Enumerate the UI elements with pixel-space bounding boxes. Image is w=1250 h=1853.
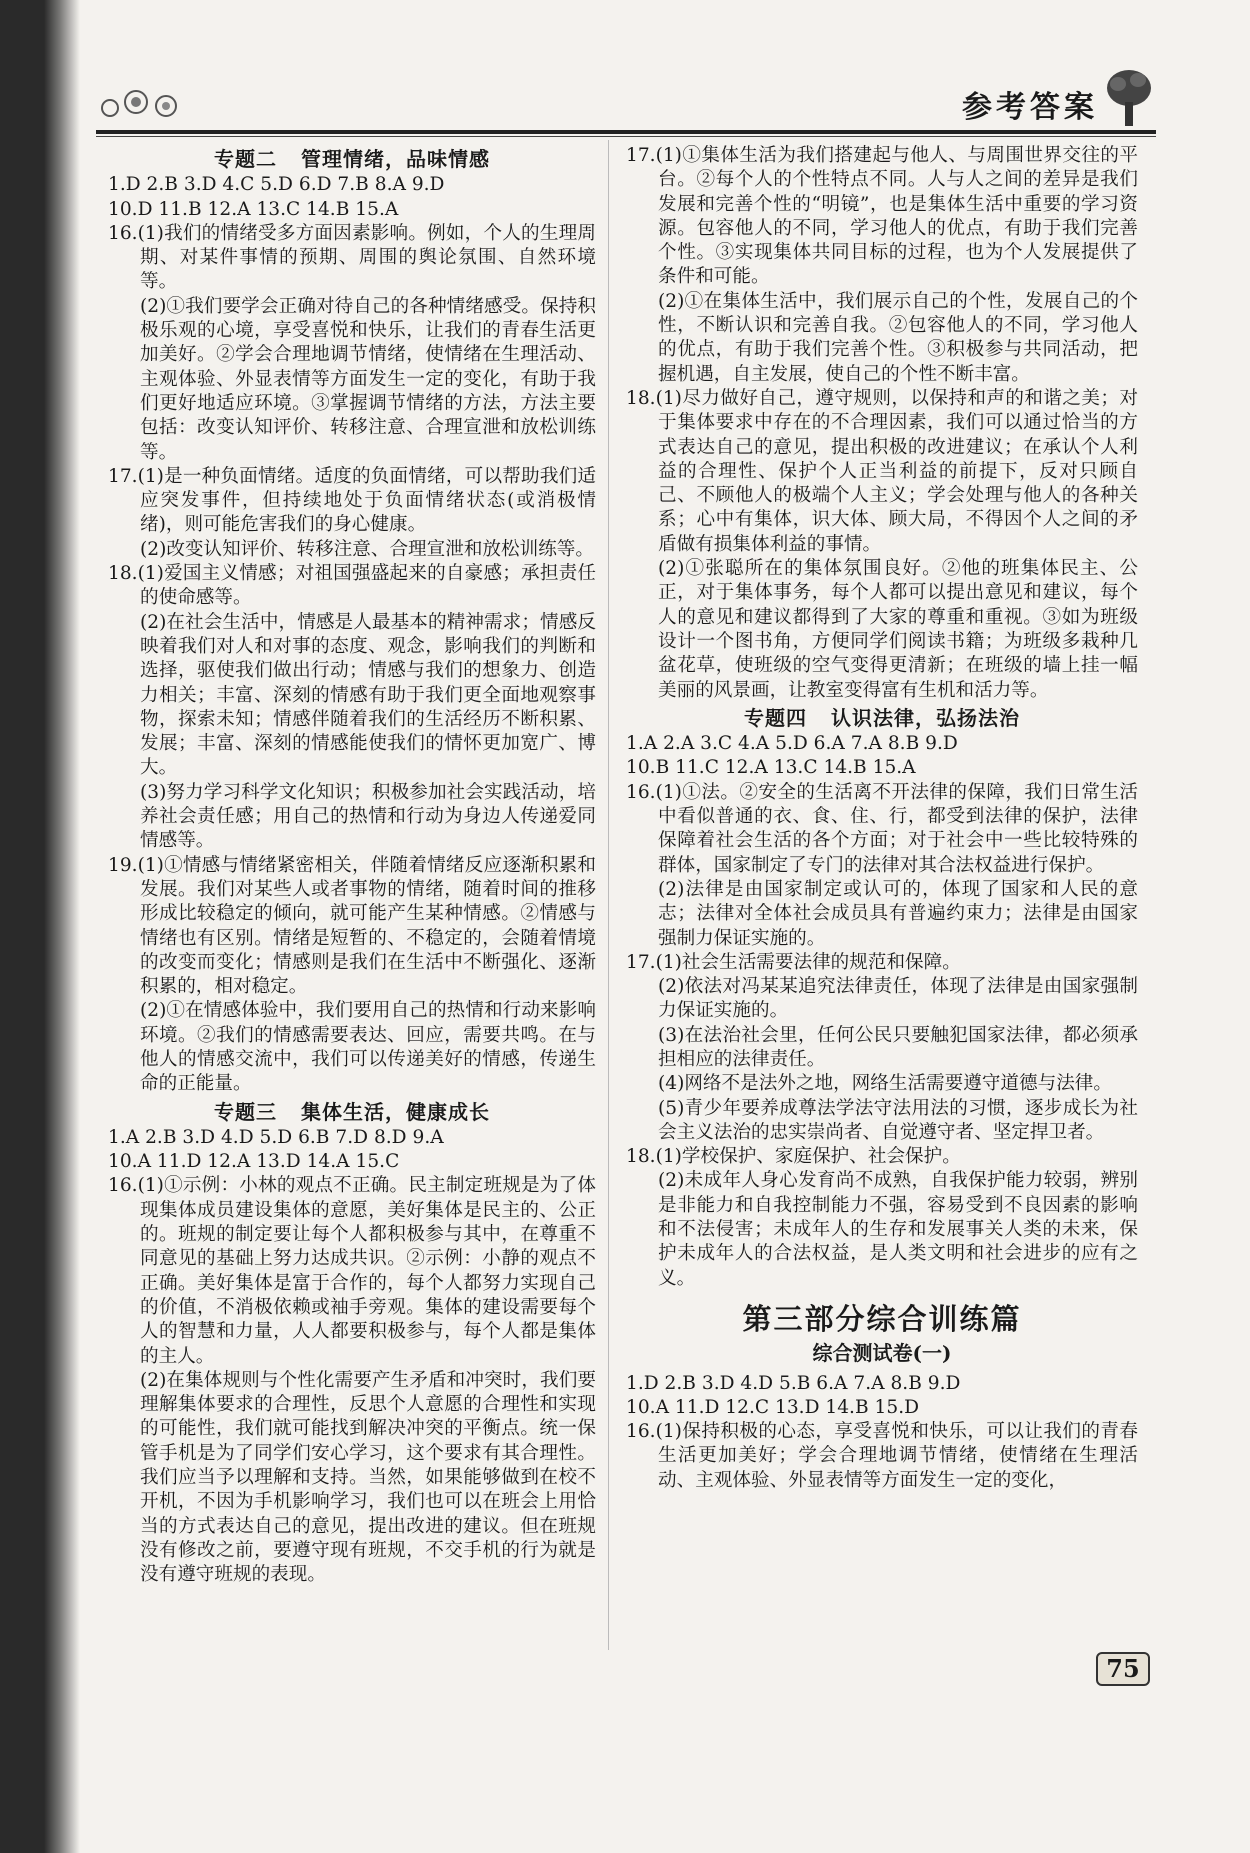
topic3-q18: 18.(1)尽力做好自己，遵守规则，以保持和声的和谐之美；对于集体要求中存在的不合理因素，我们可以通过恰当的方式表达自己的意见，提出积极的改进建议；在承认个人利益的合理性、保护个人正当利益的前提下，反对只顾自己、不顾他人的极端个人主义；学会处理与他人的各种关系；心中有集体，识大体、顾大局，不得因个人之间的矛盾做有损集体利益的事情。 xyxy=(626,387,1138,555)
left-column xyxy=(108,144,596,1588)
test1-title: 综合测试卷(一) xyxy=(812,1341,952,1366)
topic2-q19-part2: (2)①在情感体验中，我们要用自己的热情和行动来影响环境。②我们的情感需要表达、回应，需要共鸣。在与他人的情感交流中，我们可以传递美好的情感，传递生命的正能量。 xyxy=(140,1000,596,1095)
topic4-q17: 17.(1)社会生活需要法律的规范和保障。 xyxy=(626,951,961,973)
topic2-q16-part2: (2)①我们要学会正确对待自己的各种情绪感受。保持积极乐观的心境，享受喜悦和快乐，让我们的青春生活更加美好。②学会合理地调节情绪，使情绪在生理活动、主观体验、外显表情等方面发生一定的变化，有助于我们更好地适应环境。③掌握调节情绪的方法，方法主要包括：改变认知评价、转移注意、合理宣泄和放松训练等。 xyxy=(140,295,596,463)
scan-left-edge xyxy=(0,0,80,1853)
topic2-title: 专题二 管理情绪，品味情感 xyxy=(214,147,490,171)
topic2-mc-line-2: 10.D 11.B 12.A 13.C 14.B 15.A xyxy=(108,198,399,220)
right-column xyxy=(626,144,1138,1493)
topic4-mc-line-2: 10.B 11.C 12.A 13.C 14.B 15.A xyxy=(626,757,916,779)
topic3-mc-line-2: 10.A 11.D 12.A 13.D 14.A 15.C xyxy=(108,1151,400,1173)
topic2-q18-part2: (2)在社会生活中，情感是人最基本的精神需求；情感反映着我们对人和对事的态度、观念，影响我们的判断和选择，驱使我们做出行动；情感与我们的想象力、创造力相关；丰富、深刻的情感有助于我们更全面地观察事物，探索未知；情感伴随着我们的生活经历不断积累、发展；丰富、深刻的情感能使我们的情怀更加宽广、博大。 xyxy=(140,611,596,779)
header-rule xyxy=(96,130,1156,134)
topic3-mc-line-1: 1.A 2.B 3.D 4.D 5.D 6.B 7.D 8.D 9.A xyxy=(108,1126,444,1148)
topic2-mc-line-1: 1.D 2.B 3.D 4.C 5.D 6.D 7.B 8.A 9.D xyxy=(108,174,445,196)
header-rule-thin xyxy=(96,136,1156,137)
topic2-q17-part2: (2)改变认知评价、转移注意、合理宣泄和放松训练等。 xyxy=(140,538,594,560)
topic2-q17: 17.(1)是一种负面情绪。适度的负面情绪，可以帮助我们适应突发事件，但持续地处于负面情绪状态(或消极情绪)，则可能危害我们的身心健康。 xyxy=(108,465,596,536)
topic4-q18: 18.(1)学校保护、家庭保护、社会保护。 xyxy=(626,1146,961,1168)
topic4-q17-part5: (5)青少年要养成尊法学法守法用法的习惯，逐步成长为社会主义法治的忠实崇尚者、自觉遵守者、坚定捍卫者。 xyxy=(658,1097,1138,1143)
topic4-q17-part4: (4)网络不是法外之地，网络生活需要遵守道德与法律。 xyxy=(658,1073,1112,1095)
test1-q16: 16.(1)保持积极的心态，享受喜悦和快乐，可以让我们的青春生活更加美好；学会合理地调节情绪，使情绪在生理活动、主观体验、外显表情等方面发生一定的变化， xyxy=(626,1421,1138,1491)
topic4-q16: 16.(1)①法。②安全的生活离不开法律的保障，我们日常生活中看似普通的衣、食、住、行，都受到法律的保护，法律保障着社会生活的各个方面；对于社会中一些比较特殊的群体，国家制定了专门的法律对其合法权益进行保护。 xyxy=(626,781,1138,876)
topic3-q16-part2: (2)在集体规则与个性化需要产生矛盾和冲突时，我们要理解集体要求的合理性，反思个人意愿的合理性和实现的可能性，我们就可能找到解决冲突的平衡点。统一保管手机是为了同学们安心学习，这个要求有其合理性。我们应当予以理解和支持。当然，如果能够做到在校不开机，不因为手机影响学习，我们也可以在班会上用恰当的方式表达自己的意见，提出改进的建议。但在班规没有修改之前，要遵守现有班规，不交手机的行为就是没有遵守班规的表现。 xyxy=(140,1369,596,1586)
topic2-q18-part3: (3)努力学习科学文化知识；积极参加社会实践活动，培养社会责任感；用自己的热情和行动为身边人传递爱同情感等。 xyxy=(140,781,596,852)
topic4-q16-part2: (2)法律是由国家制定或认可的，体现了国家和人民的意志；法律对全体社会成员具有普遍约束力；法律是由国家强制力保证实施的。 xyxy=(658,878,1138,949)
topic4-q17-part3: (3)在法治社会里，任何公民只要触犯国家法律，都必须承担相应的法律责任。 xyxy=(658,1024,1138,1070)
column-divider xyxy=(608,140,609,1650)
topic3-q17: 17.(1)①集体生活为我们搭建起与他人、与周围世界交往的平台。②每个人的个性特点不同。人与人之间的差异是我们发展和完善个性的“明镜”，也是集体生活中重要的学习资源。包容他人的不同，学习他人的优点，有助于我们完善个性。③实现集体共同目标的过程，也为个人发展提供了条件和可能。 xyxy=(626,145,1138,288)
topic4-q17-part2: (2)依法对冯某某追究法律责任，体现了法律是由国家强制力保证实施的。 xyxy=(658,976,1138,1022)
test1-mc-line-2: 10.A 11.D 12.C 13.D 14.B 15.D xyxy=(626,1396,920,1418)
test1-mc-line-1: 1.D 2.B 3.D 4.D 5.B 6.A 7.A 8.B 9.D xyxy=(626,1372,961,1394)
header-ornament-icon xyxy=(96,84,206,124)
topic2-q19: 19.(1)①情感与情绪紧密相关，伴随着情绪反应逐渐积累和发展。我们对某些人或者事物的情绪，随着时间的推移形成比较稳定的倾向，就可能产生某种情感。②情感与情绪也有区别。情绪是短暂的、不稳定的，会随着情境的改变而变化；情感则是我们在生活中不断强化、逐渐积累的，相对稳定。 xyxy=(108,854,596,998)
topic4-mc-line-1: 1.A 2.A 3.C 4.A 5.D 6.A 7.A 8.B 9.D xyxy=(626,733,958,755)
topic3-q17-part2: (2)①在集体生活中，我们展示自己的个性，发展自己的个性，不断认识和完善自我。②包容他人的不同，学习他人的优点，有助于我们完善个性。③积极参与共同活动，把握机遇，自主发展，使自己的个性不断丰富。 xyxy=(658,290,1138,385)
topic4-title: 专题四 认识法律，弘扬法治 xyxy=(744,705,1020,730)
topic2-q16: 16.(1)我们的情绪受多方面因素影响。例如，个人的生理周期、对某件事情的预期、周围的舆论氛围、自然环境等。 xyxy=(108,222,596,293)
part3-title: 第三部分综合训练篇 xyxy=(742,1301,1022,1336)
page-number: 75 xyxy=(1096,1652,1150,1686)
header-title: 参考答案 xyxy=(962,90,1098,125)
topic4-q18-part2: (2)未成年人身心发育尚不成熟，自我保护能力较弱，辨别是非能力和自我控制能力不强，容易受到不良因素的影响和不法侵害；未成年人的生存和发展事关人类的未来，保护未成年人的合法权益，是人类文明和社会进步的应有之义。 xyxy=(658,1170,1138,1289)
topic2-q18: 18.(1)爱国主义情感；对祖国强盛起来的自豪感；承担责任的使命感等。 xyxy=(108,563,596,609)
topic3-title: 专题三 集体生活，健康成长 xyxy=(214,1099,490,1124)
tree-icon xyxy=(1104,66,1154,128)
topic3-q16: 16.(1)①示例：小林的观点不正确。民主制定班规是为了体现集体成员建设集体的意愿，美好集体是民主的、公正的。班规的制定要让每个人都积极参与其中，在尊重不同意见的基础上努力达成共识。②示例：小静的观点不正确。美好集体是富于合作的，每个人都努力实现自己的价值，不消极依赖或袖手旁观。集体的建设需要每个人的智慧和力量，人人都要积极参与，每个人都是集体的主人。 xyxy=(108,1175,596,1367)
topic3-q18-part2: (2)①张聪所在的集体氛围良好。②他的班集体民主、公正，对于集体事务，每个人都可以提出意见和建议，每个人的意见和建议都得到了大家的尊重和重视。③如为班级设计一个图书角，方便同学们阅读书籍；为班级多栽种几盆花草，使班级的空气变得更清新；在班级的墙上挂一幅美丽的风景画，让教室变得富有生机和活力等。 xyxy=(658,558,1138,701)
